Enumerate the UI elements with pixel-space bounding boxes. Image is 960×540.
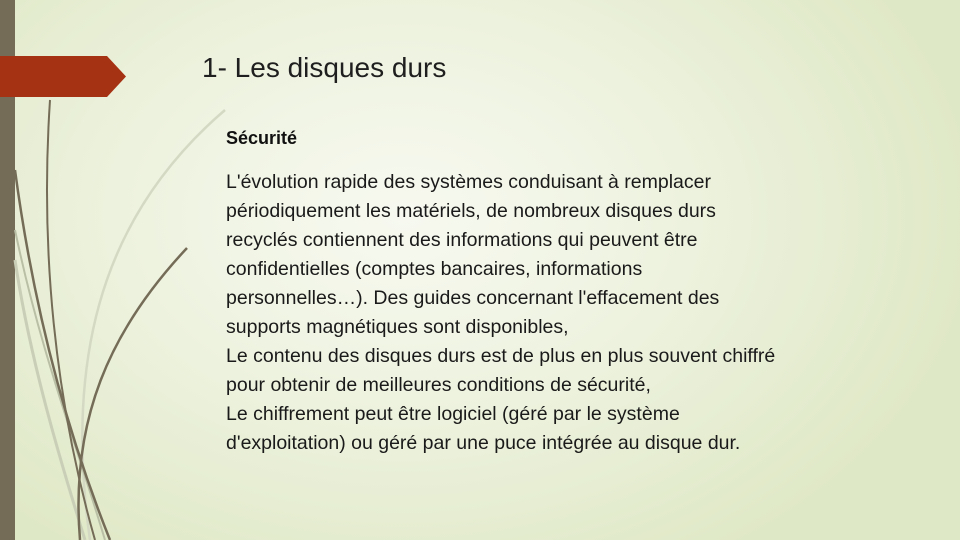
title-arrow-icon <box>0 56 126 97</box>
section-subtitle: Sécurité <box>226 128 298 148</box>
body-line: recyclés contiennent des informations qui peuvent être <box>226 229 698 251</box>
body-line: personnelles…). Des guides concernant l'effacement des <box>226 287 720 309</box>
body-line: confidentielles (comptes bancaires, informations <box>226 258 643 280</box>
body-line: supports magnétiques sont disponibles, <box>226 316 569 338</box>
body-line: L'évolution rapide des systèmes conduisant à remplacer <box>226 171 711 193</box>
body-line: d'exploitation) ou géré par une puce intégrée au disque dur. <box>226 432 741 454</box>
body-line: pour obtenir de meilleures conditions de sécurité, <box>226 374 651 396</box>
slide-content <box>226 124 926 458</box>
body-paragraph <box>226 168 926 458</box>
slide-title: 1- Les disques durs <box>202 52 447 83</box>
body-line: Le chiffrement peut être logiciel (géré par le système <box>226 403 680 425</box>
body-line: Le contenu des disques durs est de plus en plus souvent chiffré <box>226 345 776 367</box>
title-arrow-shape <box>0 56 126 97</box>
body-line: périodiquement les matériels, de nombreux disques durs <box>226 200 716 222</box>
